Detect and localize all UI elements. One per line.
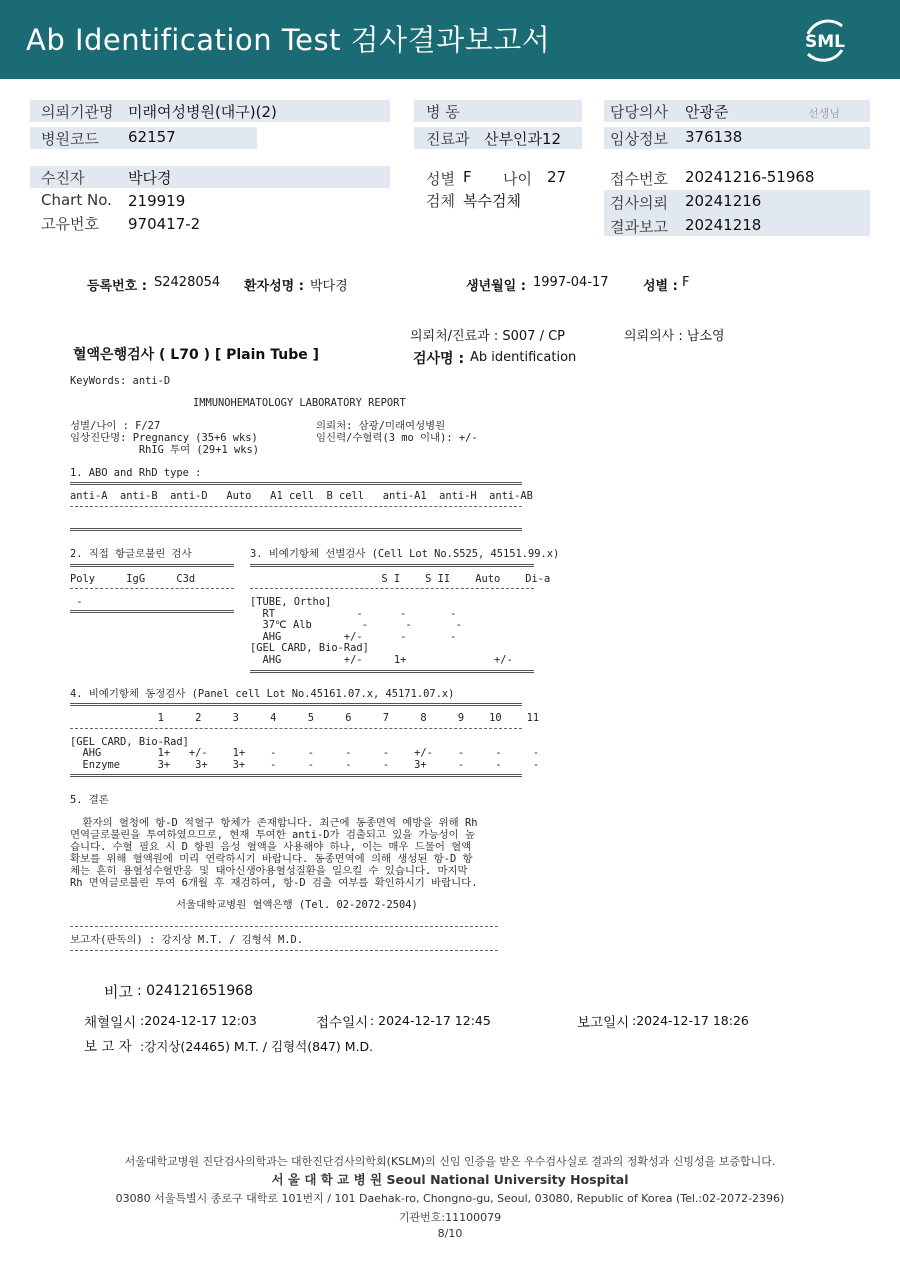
clinical-value: 376138 bbox=[685, 128, 743, 146]
reporter-value: :강지상(24465) M.T. / 김형석(847) M.D. bbox=[140, 1039, 374, 1054]
remark-value: : 024121651968 bbox=[137, 983, 254, 999]
sml-logo bbox=[798, 14, 852, 66]
institution-label: 의뢰기관명 bbox=[41, 103, 114, 121]
hospital-code-label: 병원코드 bbox=[41, 130, 99, 148]
age-value: 27 bbox=[547, 168, 567, 186]
sec4-row: [GEL CARD, Bio-Rad] bbox=[70, 736, 189, 748]
clinical-label: 임상정보 bbox=[610, 130, 668, 148]
divider bbox=[250, 564, 534, 567]
doctor-value: 안광준 bbox=[685, 103, 729, 121]
conclusion-line: 습니다. 수혈 필요 시 D 항원 음성 혈액을 사용해야 하나, 이는 매우 드물어 혈액 bbox=[70, 841, 472, 853]
receipt-time-label: 접수일시 bbox=[316, 1015, 369, 1031]
sec4-row: AHG 1+ +/- 1+ - - - - +/- - - - bbox=[70, 747, 540, 759]
remark-label: 비고 bbox=[104, 983, 133, 1001]
page-number: 8/10 bbox=[437, 1227, 463, 1240]
divider bbox=[70, 482, 522, 485]
reporter-line: 보고자(판독의) : 강지상 M.T. / 김형석 M.D. bbox=[70, 934, 304, 946]
divider bbox=[70, 774, 522, 777]
referrer-line: 의뢰처: 삼광/미래여성병원 bbox=[316, 420, 446, 432]
report-time-value: :2024-12-17 18:26 bbox=[632, 1013, 749, 1028]
logo-text: SML bbox=[805, 32, 845, 52]
sec1-header: anti-A anti-B anti-D Auto A1 cell B cell anti-A1 anti-H anti-AB bbox=[70, 490, 533, 502]
sec1-title: 1. ABO and RhD type : bbox=[70, 467, 202, 479]
divider bbox=[250, 670, 534, 673]
ward-label: 병 동 bbox=[426, 103, 460, 121]
divider bbox=[70, 506, 522, 507]
sec2-title: 2. 직접 항글로불린 검사 bbox=[70, 548, 192, 560]
conclusion-line: 체는 흔히 용혈성수혈반응 및 태아신생아용혈성질환을 일으킬 수 있습니다. 마지막 bbox=[70, 865, 468, 877]
request-value: 20241216 bbox=[685, 192, 762, 210]
sex-value: F bbox=[463, 168, 472, 186]
specimen-label: 검체 bbox=[426, 192, 455, 210]
test-name-value: Ab identification bbox=[470, 350, 577, 365]
clinical-diag-line2: RhIG 투여 (29+1 wks) bbox=[70, 444, 259, 456]
sec4-header: 1 2 3 4 5 6 7 8 9 10 11 bbox=[70, 712, 540, 724]
name-label: 환자성명 : bbox=[244, 279, 304, 294]
doctor-label: 담당의사 bbox=[610, 103, 668, 121]
hospital-code-value: 62157 bbox=[128, 128, 176, 146]
receipt-label: 접수번호 bbox=[610, 170, 668, 188]
reg-sex-value: F bbox=[682, 275, 690, 290]
report-time-label: 보고일시 bbox=[577, 1015, 630, 1031]
name-value: 박다경 bbox=[310, 279, 348, 294]
sec4-row: Enzyme 3+ 3+ 3+ - - - - 3+ - - - bbox=[70, 759, 540, 771]
report-title: Ab Identification Test 검사결과보고서 bbox=[26, 23, 551, 57]
conclusion-line: Rh 면역글로불린 투여 6개월 후 재검하여, 항-D 검출 여부를 확인하시기 바랍니다. bbox=[70, 877, 478, 889]
divider bbox=[70, 610, 234, 613]
dob-value: 1997-04-17 bbox=[533, 275, 609, 290]
footer-certification: 서울대학교병원 진단검사의학과는 대한진단검사의학회(KSLM)의 신임 인증을 받은 우수검사실로 결과의 정확성과 신빙성을 보증합니다. bbox=[124, 1155, 776, 1168]
conclusion-line: 면역글로불린을 투여하였으므로, 현재 투여한 anti-D가 검출되고 있을 가능성이 높 bbox=[70, 829, 475, 841]
divider bbox=[250, 588, 534, 589]
divider bbox=[70, 528, 522, 531]
footer-hospital bbox=[0, 1170, 900, 1188]
doctor-suffix: 선생님 bbox=[808, 107, 840, 120]
sex-label: 성별 bbox=[426, 170, 455, 188]
sec3-row: AHG +/- 1+ +/- bbox=[250, 654, 513, 666]
sec5-title: 5. 결론 bbox=[70, 794, 109, 806]
conclusion-line: 확보를 위해 혈액원에 미리 연락하시기 바랍니다. 동종면역에 의해 생성된 항-D 항 bbox=[70, 853, 473, 865]
chart-label: Chart No. bbox=[41, 191, 112, 209]
clinical-diag-line: 임상진단명: Pregnancy (35+6 wks) bbox=[70, 432, 258, 444]
divider bbox=[70, 588, 234, 589]
sex-age-line: 성별/나이 : F/27 bbox=[70, 420, 161, 432]
chart-value: 219919 bbox=[128, 192, 186, 210]
sec3-row: AHG +/- - - bbox=[250, 631, 457, 643]
age-label: 나이 bbox=[503, 170, 532, 188]
sec2-result: - bbox=[70, 596, 83, 608]
reporter-label: 보 고 자 bbox=[84, 1039, 132, 1055]
header-bar bbox=[0, 0, 900, 79]
sec3-row: [GEL CARD, Bio-Rad] bbox=[250, 642, 369, 654]
dept-label: 진료과 bbox=[426, 130, 470, 148]
report-label: 결과보고 bbox=[610, 218, 668, 236]
patient-value: 박다경 bbox=[128, 169, 172, 187]
sec2-header: Poly IgG C3d bbox=[70, 573, 196, 585]
sec3-title: 3. 비예기항체 선별검사 (Cell Lot No.S525, 45151.99.x) bbox=[250, 548, 560, 560]
specimen-value: 복수검체 bbox=[463, 192, 521, 210]
lab-title: IMMUNOHEMATOLOGY LABORATORY REPORT bbox=[193, 397, 406, 409]
dept-value: 산부인과12 bbox=[484, 130, 562, 148]
ref-dept: 의뢰처/진료과 : S007 / CP bbox=[410, 329, 565, 344]
reg-value: S2428054 bbox=[154, 275, 221, 290]
test-title: 혈액은행검사 ( L70 ) [ Plain Tube ] bbox=[73, 347, 320, 363]
sec3-row: RT - - - bbox=[250, 608, 457, 620]
divider bbox=[70, 926, 498, 927]
pregnancy-line: 임신력/수혈력(3 mo 이내): +/- bbox=[316, 432, 478, 444]
footer-institution-number: 기관번호:11100079 bbox=[398, 1211, 502, 1224]
test-name-label: 검사명 : bbox=[413, 351, 465, 367]
reg-sex-label: 성별 : bbox=[643, 279, 678, 294]
sec3-row: [TUBE, Ortho] bbox=[250, 596, 332, 608]
dob-label: 생년월일 : bbox=[466, 279, 526, 294]
keywords: KeyWords: anti-D bbox=[70, 375, 171, 387]
footer-address: 03080 서울특별시 종로구 대학로 101번지 / 101 Daehak-ro, Chongno-gu, Seoul, 03080, Republic of Korea (Tel.:02-2072-2396) bbox=[115, 1192, 785, 1205]
footer-hospital-ko: 서 울 대 학 교 병 원 bbox=[271, 1172, 383, 1187]
ref-doctor: 의뢰의사 : 남소영 bbox=[624, 329, 725, 344]
collect-label: 채혈일시 bbox=[84, 1015, 137, 1031]
report-value: 20241218 bbox=[685, 216, 762, 234]
institution-value: 미래여성병원(대구)(2) bbox=[128, 103, 277, 121]
receipt-time-value: : 2024-12-17 12:45 bbox=[370, 1013, 491, 1028]
patient-label: 수진자 bbox=[41, 169, 85, 187]
receipt-value: 20241216-51968 bbox=[685, 168, 815, 186]
sec3-header: S I S II Auto Di-a bbox=[250, 573, 551, 585]
sec4-title: 4. 비예기항체 동정검사 (Panel cell Lot No.45161.07.x, 45171.07.x) bbox=[70, 688, 455, 700]
conclusion-line: 환자의 혈청에 항-D 적혈구 항체가 존재합니다. 최근에 동종면역 예방을 위해 Rh bbox=[70, 817, 478, 829]
divider bbox=[70, 564, 234, 567]
footer-hospital-en: Seoul National University Hospital bbox=[386, 1172, 629, 1187]
sec3-row: 37℃ Alb - - - bbox=[250, 619, 462, 631]
divider bbox=[70, 950, 498, 951]
divider bbox=[70, 728, 522, 729]
unique-value: 970417-2 bbox=[128, 215, 201, 233]
reg-label: 등록번호 : bbox=[87, 279, 147, 294]
collect-value: :2024-12-17 12:03 bbox=[140, 1013, 257, 1028]
request-label: 검사의뢰 bbox=[610, 194, 668, 212]
unique-label: 고유번호 bbox=[41, 215, 99, 233]
bloodbank-line: 서울대학교병원 혈액은행 (Tel. 02-2072-2504) bbox=[176, 899, 418, 911]
divider bbox=[70, 703, 522, 706]
